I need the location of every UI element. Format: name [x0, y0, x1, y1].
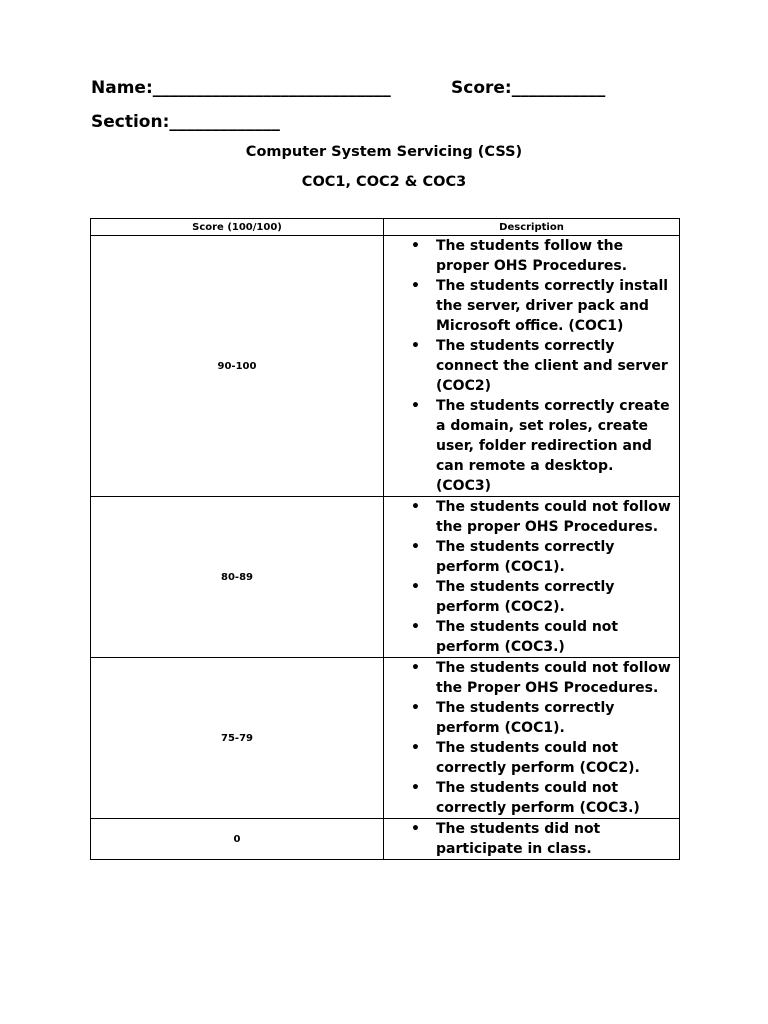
description-cell [384, 819, 680, 860]
score-range-cell: 0 [91, 819, 384, 860]
list-item [384, 819, 673, 859]
list-item [384, 617, 673, 657]
criterion-text: The students correctly connect the client and server (COC2) [436, 338, 668, 394]
description-cell [384, 658, 680, 819]
list-item [384, 658, 673, 698]
list-item [384, 396, 673, 496]
criteria-list [384, 658, 679, 818]
table-row [91, 658, 680, 819]
criteria-list [384, 819, 679, 859]
criteria-list [384, 236, 679, 496]
score-range-cell: 80-89 [91, 497, 384, 658]
bullet-icon: • [411, 398, 420, 414]
description-cell [384, 236, 680, 497]
criterion-text: The students follow the proper OHS Procedures. [436, 238, 628, 274]
table-row [91, 236, 680, 497]
score-range-cell: 90-100 [91, 236, 384, 497]
criterion-text: The students could not follow the Proper OHS Procedures. [436, 660, 671, 696]
list-item [384, 698, 673, 738]
list-item [384, 577, 673, 617]
score-field-label: Score:___________ [451, 78, 606, 98]
bullet-icon: • [411, 700, 420, 716]
criterion-text: The students correctly perform (COC2). [436, 579, 615, 615]
document-subtitle: COC1, COC2 & COC3 [301, 174, 467, 190]
list-item [384, 537, 673, 577]
criterion-text: The students did not participate in class. [436, 821, 601, 857]
criterion-text: The students could not correctly perform (COC2). [436, 740, 640, 776]
list-item [384, 497, 673, 537]
bullet-icon: • [411, 780, 420, 796]
criterion-text: The students could not correctly perform (COC3.) [436, 780, 640, 816]
bullet-icon: • [411, 278, 420, 294]
rubric-body [91, 236, 680, 860]
bullet-icon: • [411, 740, 420, 756]
score-range-cell: 75-79 [91, 658, 384, 819]
criterion-text: The students correctly install the server, driver pack and Microsoft office. (COC1) [436, 278, 669, 334]
criterion-text: The students correctly perform (COC1). [436, 700, 615, 736]
column-header-score: Score (100/100) [91, 219, 384, 236]
bullet-icon: • [411, 619, 420, 635]
bullet-icon: • [411, 238, 420, 254]
criterion-text: The students could not follow the proper OHS Procedures. [436, 499, 671, 535]
criteria-list [384, 497, 679, 657]
list-item [384, 738, 673, 778]
list-item [384, 778, 673, 818]
name-field-label: Name:____________________________ [91, 78, 391, 98]
section-field-label: Section:_____________ [91, 112, 280, 132]
column-header-description: Description [384, 219, 680, 236]
bullet-icon: • [411, 660, 420, 676]
bullet-icon: • [411, 821, 420, 837]
rubric-table [90, 218, 680, 860]
list-item [384, 336, 673, 396]
criterion-text: The students correctly perform (COC1). [436, 539, 615, 575]
bullet-icon: • [411, 499, 420, 515]
table-row [91, 497, 680, 658]
list-item [384, 276, 673, 336]
table-header-row [91, 219, 680, 236]
bullet-icon: • [411, 539, 420, 555]
bullet-icon: • [411, 338, 420, 354]
table-row [91, 819, 680, 860]
criterion-text: The students could not perform (COC3.) [436, 619, 619, 655]
list-item [384, 236, 673, 276]
document-title: Computer System Servicing (CSS) [245, 144, 523, 160]
bullet-icon: • [411, 579, 420, 595]
criterion-text: The students correctly create a domain, set roles, create user, folder redirection and can remote a desktop. (COC3) [436, 398, 670, 494]
description-cell [384, 497, 680, 658]
